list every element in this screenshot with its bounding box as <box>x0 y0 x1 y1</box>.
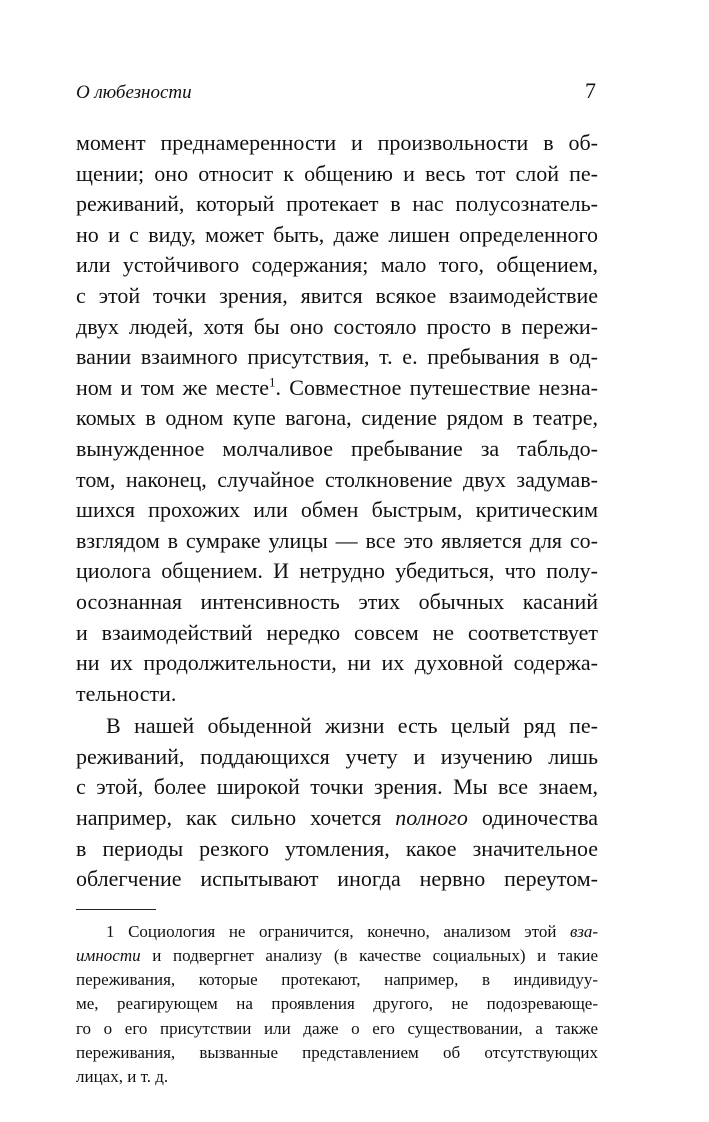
text-fragment: одиночества <box>467 805 598 831</box>
text-fragment: ном и том же месте <box>76 374 270 400</box>
footnote-line <box>76 920 598 944</box>
footnote-line: го о его присутствии или даже о его существовании, а также <box>76 1018 598 1038</box>
footnote-line: переживания, вызванные представлением об отсутствующих <box>76 1042 598 1062</box>
emphasized-text: полного <box>395 805 468 831</box>
footnote-reference: 1 <box>269 374 276 390</box>
running-title: О любезности <box>76 82 192 103</box>
footnote <box>76 920 598 1089</box>
text-fragment: например, как сильно хочется <box>76 805 396 831</box>
footnote-line <box>76 944 598 968</box>
text-line: осознанная интенсивность этих обычных касаний <box>76 588 598 614</box>
text-line: или устойчивого содержания; мало того, общением, <box>76 252 598 278</box>
text-line: тельности. <box>76 680 177 706</box>
footnote-line: лицах, и т. д. <box>76 1067 169 1087</box>
text-line: шихся прохожих или обмен быстрым, критическим <box>76 497 598 523</box>
emphasized-text: вза- <box>570 921 598 941</box>
text-line: ни их продолжительности, ни их духовной содержа- <box>76 650 598 676</box>
text-line: но и с виду, может быть, даже лишен определенного <box>76 221 598 247</box>
text-line: циолога общением. И нетрудно убедиться, что полу- <box>76 558 598 584</box>
footnote-line: ме, реагирующем на проявления другого, не подозревающе- <box>76 994 598 1014</box>
paragraph-2 <box>76 711 598 895</box>
text-fragment: Социология не ограничится, конечно, анализом этой <box>114 921 571 941</box>
text-line: облегчение испытывают иногда нервно переутом- <box>76 866 598 892</box>
text-line <box>76 373 598 404</box>
text-line: взглядом в сумраке улицы — все это является для со- <box>76 527 598 553</box>
footnote-divider <box>76 909 156 910</box>
text-line: комых в одном купе вагона, сидение рядом в театре, <box>76 405 598 431</box>
text-line: вынужденное молчаливое пребывание за табльдо- <box>76 435 598 461</box>
page-number: 7 <box>585 78 596 103</box>
footnote-line: переживания, которые протекают, например, в индивидуу- <box>76 970 598 990</box>
text-line: с этой, более широкой точки зрения. Мы все знаем, <box>76 774 598 800</box>
text-line: щении; оно относит к общению и весь тот слой пе- <box>76 160 598 186</box>
text-fragment: . Совместное путешествие незна- <box>275 374 598 400</box>
text-line: том, наконец, случайное столкновение двух задумав- <box>76 466 598 492</box>
text-line: с этой точки зрения, явится всякое взаимодействие <box>76 282 598 308</box>
text-line: момент преднамеренности и произвольности в об- <box>76 130 598 155</box>
text-line: реживаний, который протекает в нас полусознатель- <box>76 191 598 217</box>
footnote-marker: 1 <box>106 921 115 941</box>
emphasized-text: имности <box>76 946 141 966</box>
text-line <box>76 803 598 834</box>
text-line: двух людей, хотя бы оно состояло просто в пережи- <box>76 313 598 339</box>
text-fragment: и подвергнет анализу (в качестве социальных) и такие <box>140 946 598 966</box>
text-line: и взаимодействий нередко совсем не соответствует <box>76 619 598 645</box>
text-line: реживаний, поддающихся учету и изучению лишь <box>76 743 598 769</box>
book-page <box>76 78 598 1089</box>
text-line: вании взаимного присутствия, т. е. пребывания в од- <box>76 344 598 370</box>
page-header <box>76 78 598 114</box>
paragraph-1 <box>76 128 598 709</box>
text-line: В нашей обыденной жизни есть целый ряд пе- <box>106 713 598 739</box>
text-line: в периоды резкого утомления, какое значительное <box>76 835 598 861</box>
